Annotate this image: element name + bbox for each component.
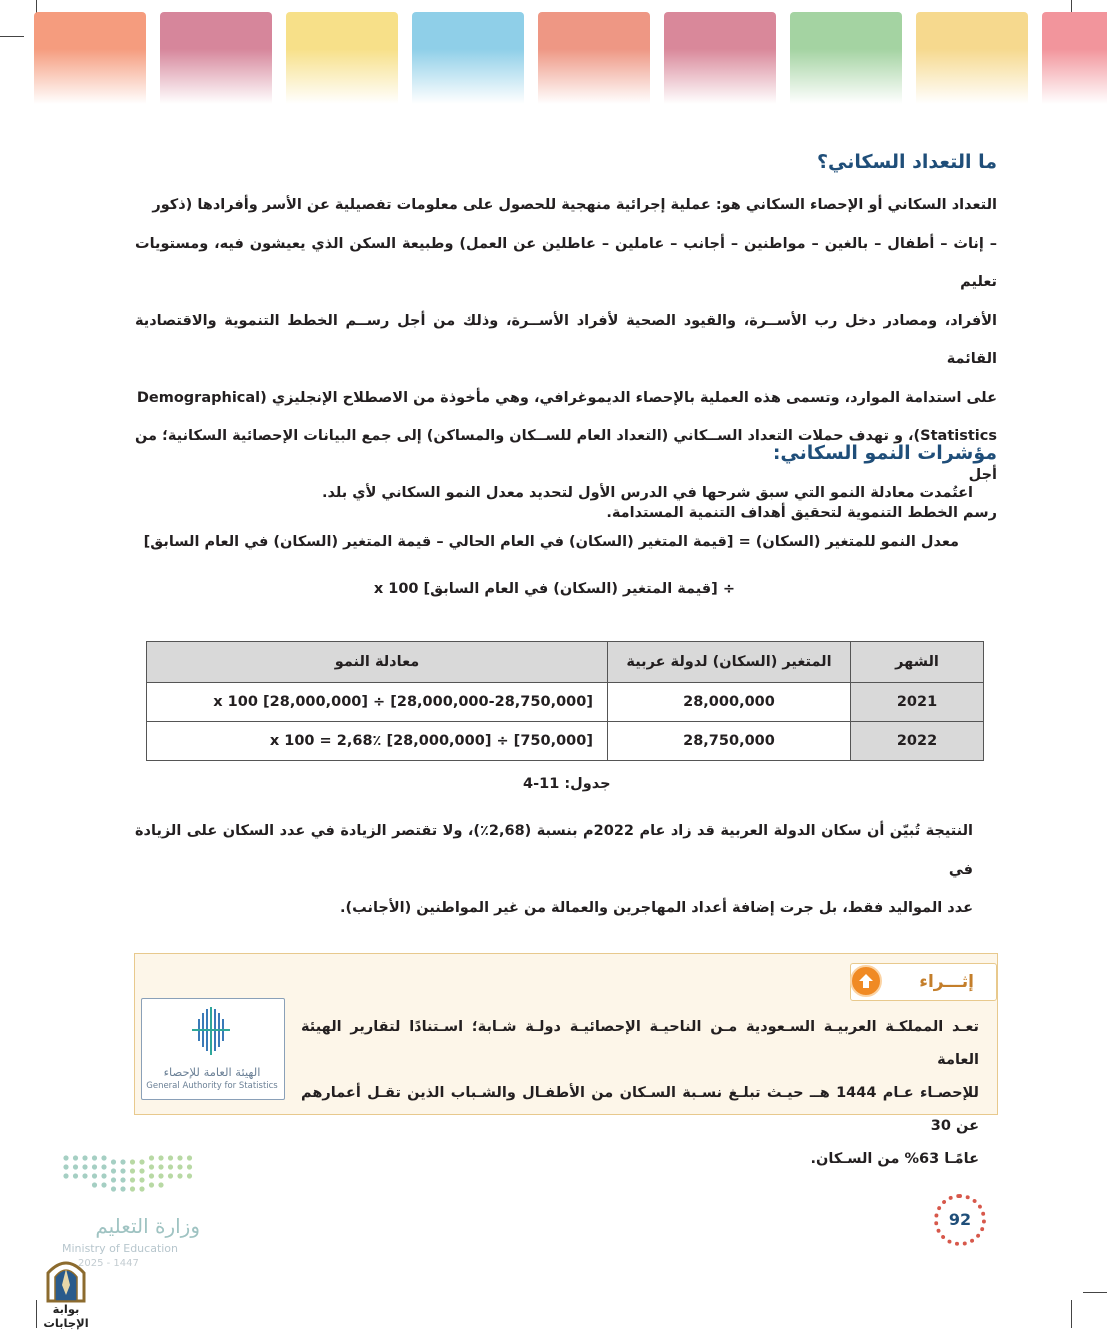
logo-dot xyxy=(111,1177,116,1182)
paragraph-line: النتيجة تُبيّن أن سكان الدولة العربية قد زاد عام 2022م بنسبة (2,68٪)، ولا تقتصر الزيادة في عدد السكان على الزيادة في xyxy=(135,823,973,878)
cell-equation: [750,000] ÷ [28,000,000] x 100 = 2,68٪ xyxy=(147,722,608,761)
logo-dot xyxy=(168,1173,173,1178)
enrichment-line: تعـد المملكـة العربيـة السـعودية مـن الناحيـة الإحصائيـة دولـة شـابة؛ اسـتنادًا لتقارير الهيئة العامة xyxy=(301,1019,979,1068)
logo-dot xyxy=(130,1168,135,1173)
logo-dot xyxy=(158,1182,163,1187)
page-number: 92 xyxy=(934,1194,986,1246)
logo-dot xyxy=(139,1168,144,1173)
color-tab xyxy=(664,12,776,104)
logo-dot xyxy=(82,1155,87,1160)
paragraph-line: Statistics)، و تهدف حملات التعداد الســكاني (التعداد العام للســكان والمساكن) إلى جمع البيانات الإحصائية السكانية؛ من أجل xyxy=(135,428,997,483)
gastat-emblem-icon xyxy=(142,999,282,1065)
logo-dot xyxy=(158,1164,163,1169)
color-tab xyxy=(916,12,1028,104)
color-tab xyxy=(34,12,146,104)
enrichment-title-tab xyxy=(850,963,997,1001)
ministry-logo xyxy=(60,1152,200,1272)
header-equation: معادلة النمو xyxy=(147,642,608,683)
logo-dot xyxy=(139,1177,144,1182)
enrichment-text xyxy=(301,1011,979,1176)
color-tab xyxy=(1042,12,1107,104)
color-tab xyxy=(412,12,524,104)
logo-dot xyxy=(139,1159,144,1164)
logo-dot xyxy=(120,1177,125,1182)
answers-portal-logo xyxy=(30,1255,102,1330)
logo-dot xyxy=(63,1173,68,1178)
ministry-dots-icon xyxy=(60,1152,200,1202)
gastat-name-en: General Authority for Statistics xyxy=(146,1081,278,1091)
logo-dot xyxy=(120,1186,125,1191)
logo-dot xyxy=(92,1164,97,1169)
paragraph-line: على استدامة الموارد، وتسمى هذه العملية بالإحصاء الديموغرافي، وهي مأخوذة من الاصطلاح الإنجليزي (Demographical xyxy=(136,389,997,406)
logo-dot xyxy=(187,1173,192,1178)
logo-dot xyxy=(177,1173,182,1178)
logo-dot xyxy=(82,1164,87,1169)
cell-year: 2022 xyxy=(851,722,984,761)
logo-dot xyxy=(177,1155,182,1160)
logo-dot xyxy=(130,1177,135,1182)
growth-intro: اعتُمدت معادلة النمو التي سبق شرحها في الدرس الأول لتحديد معدل النمو السكاني لأي بلد. xyxy=(321,485,973,501)
paragraph-line: رسم الخطط التنموية لتحقيق أهداف التنمية المستدامة. xyxy=(606,505,997,521)
logo-dot xyxy=(120,1168,125,1173)
crop-mark xyxy=(0,36,24,37)
logo-dot xyxy=(111,1159,116,1164)
logo-dot xyxy=(149,1182,154,1187)
gastat-logo xyxy=(141,998,285,1100)
color-tab xyxy=(538,12,650,104)
header-month: الشهر xyxy=(851,642,984,683)
ministry-name-en: Ministry of Education xyxy=(62,1242,179,1255)
section-heading-census: ما التعداد السكاني؟ xyxy=(816,151,997,173)
section-heading-growth: مؤشرات النمو السكاني: xyxy=(772,442,997,464)
logo-dot xyxy=(101,1182,106,1187)
logo-dot xyxy=(82,1173,87,1178)
table-header-row xyxy=(147,642,984,683)
up-arrow-icon xyxy=(850,965,882,997)
logo-dot xyxy=(187,1164,192,1169)
paragraph-line: الأفراد، ومصادر دخل رب الأســرة، والقيود الصحية لأفراد الأســرة، وذلك من أجل رســم الخطط التنموية والاقتصادية القائمة xyxy=(135,312,997,367)
logo-dot xyxy=(101,1164,106,1169)
header-population: المتغير (السكان) لدولة عربية xyxy=(608,642,851,683)
logo-dot xyxy=(187,1155,192,1160)
paragraph-line: التعداد السكاني أو الإحصاء السكاني هو: عملية إجرائية منهجية للحصول على معلومات تفصيلية عن الأسر وأفرادها (ذكور xyxy=(152,197,997,213)
portal-name: بوابة الإجابات xyxy=(43,1302,89,1330)
growth-equation-line2: ÷ [قيمة المتغير (السكان) في العام السابق] x 100 xyxy=(373,581,735,597)
logo-dot xyxy=(120,1159,125,1164)
ministry-name-ar: وزارة التعليم xyxy=(95,1214,200,1238)
census-paragraph xyxy=(135,186,997,533)
logo-dot xyxy=(111,1168,116,1173)
logo-dot xyxy=(168,1155,173,1160)
logo-dot xyxy=(158,1155,163,1160)
logo-dot xyxy=(168,1164,173,1169)
cell-year: 2021 xyxy=(851,683,984,722)
logo-dot xyxy=(73,1155,78,1160)
logo-dot xyxy=(101,1155,106,1160)
logo-dot xyxy=(92,1182,97,1187)
logo-dot xyxy=(63,1164,68,1169)
table-row xyxy=(147,722,984,761)
table-row xyxy=(147,683,984,722)
color-tab xyxy=(790,12,902,104)
logo-dot xyxy=(92,1155,97,1160)
enrichment-line: للإحصـاء عـام 1444 هــ حيـث تبلـغ نسـبة السـكان من الأطفـال والشـباب الذين تقـل أعمارهم عن 30 xyxy=(301,1085,979,1134)
logo-dot xyxy=(73,1173,78,1178)
logo-dot xyxy=(149,1155,154,1160)
enrichment-title: إثـــراء xyxy=(919,972,974,992)
crop-mark xyxy=(1071,1300,1072,1328)
logo-dot xyxy=(139,1186,144,1191)
logo-dot xyxy=(63,1155,68,1160)
logo-dot xyxy=(92,1173,97,1178)
paragraph-line: – إناث – أطفال – بالغين – مواطنين – أجانب – عاملين – عاطلين عن العمل) وطبيعة السكن الذي يعيشون فيه، ومستويات تعليم xyxy=(135,235,997,290)
color-tab xyxy=(286,12,398,104)
logo-dot xyxy=(130,1159,135,1164)
logo-dot xyxy=(149,1164,154,1169)
logo-dot xyxy=(73,1164,78,1169)
growth-equation-line1: معدل النمو للمتغير (السكان) = [قيمة المتغير (السكان) في العام الحالي – قيمة المتغير (السكان) في العام السابق] xyxy=(143,534,959,550)
logo-dot xyxy=(177,1164,182,1169)
table-caption: جدول: 11-4 xyxy=(523,776,611,792)
arch-emblem-icon xyxy=(30,1255,102,1303)
color-tab-strip xyxy=(34,12,1096,104)
crop-mark xyxy=(1083,1292,1107,1293)
ministry-year: 2025 - 1447 xyxy=(78,1258,139,1269)
logo-dot xyxy=(158,1173,163,1178)
logo-dot xyxy=(111,1186,116,1191)
color-tab xyxy=(160,12,272,104)
growth-table xyxy=(146,641,984,761)
cell-equation: [28,000,000-28,750,000] ÷ [28,000,000] x 100 xyxy=(147,683,608,722)
cell-population: 28,000,000 xyxy=(608,683,851,722)
result-paragraph xyxy=(135,812,973,928)
logo-dot xyxy=(130,1186,135,1191)
enrichment-line: عامًـا 63% من السـكان. xyxy=(810,1151,979,1167)
logo-dot xyxy=(149,1173,154,1178)
gastat-name-ar: الهيئة العامة للإحصاء xyxy=(163,1065,261,1079)
cell-population: 28,750,000 xyxy=(608,722,851,761)
logo-dot xyxy=(101,1173,106,1178)
paragraph-line: عدد المواليد فقط، بل جرت إضافة أعداد المهاجرين والعمالة من غير المواطنين (الأجانب). xyxy=(340,900,973,916)
